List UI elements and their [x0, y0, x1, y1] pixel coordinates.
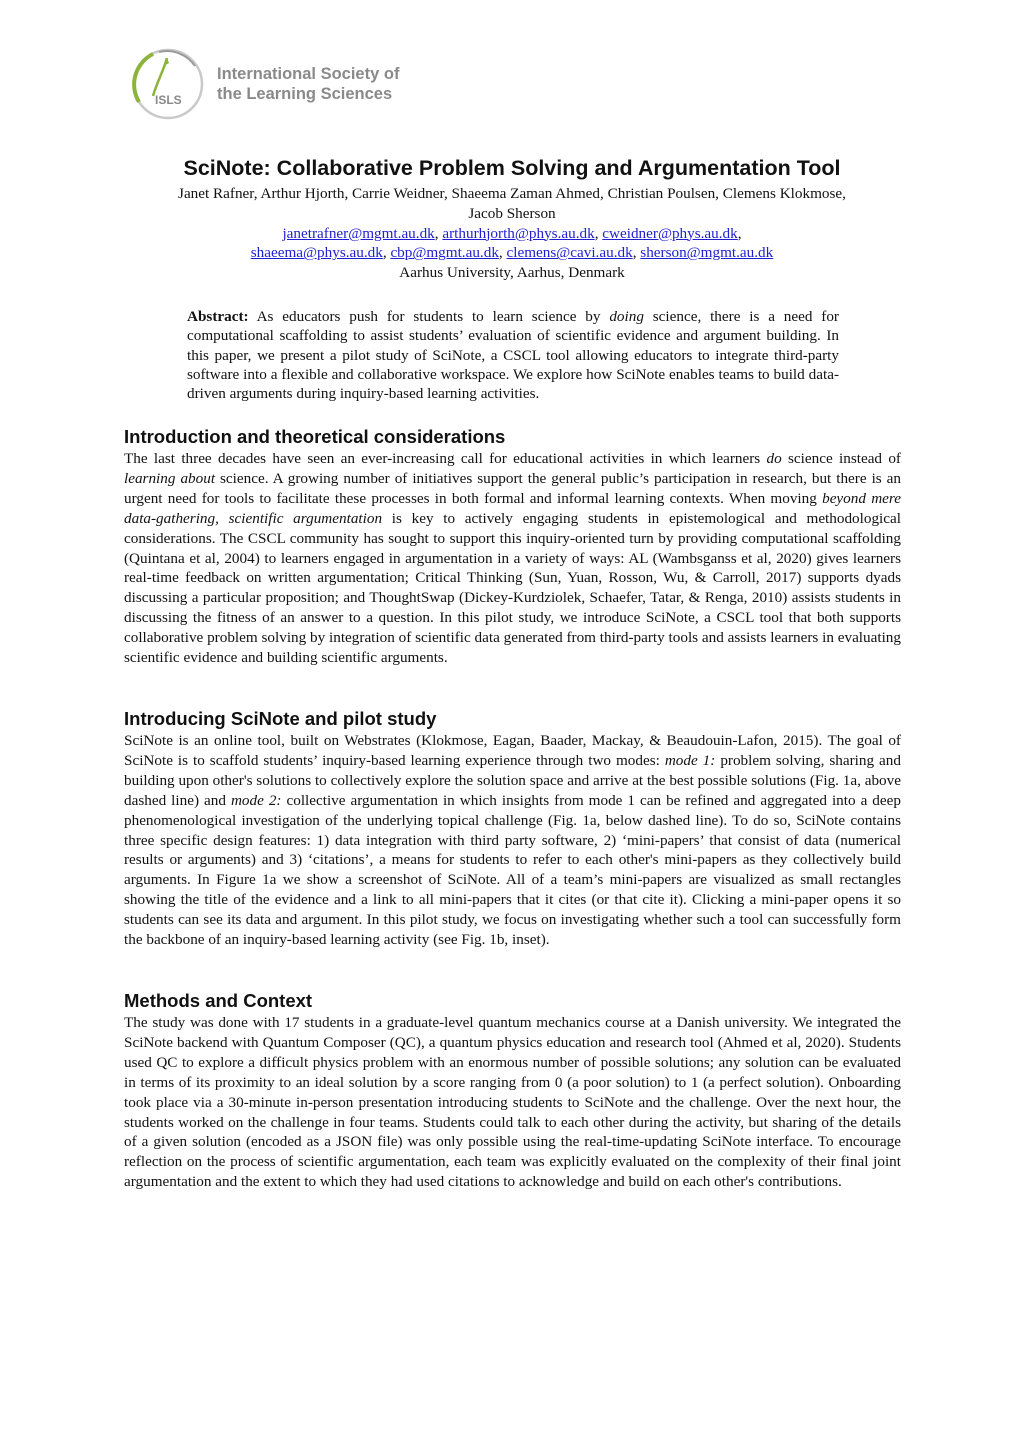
authors-line-1: Janet Rafner, Arthur Hjorth, Carrie Weidner, Shaeema Zaman Ahmed, Christian Poulsen, Clemens Klokmose, — [178, 185, 846, 202]
authors-line-2: Jacob Sherson — [468, 204, 556, 222]
section-heading-introduction: Introduction and theoretical considerations — [124, 426, 506, 447]
emails-line-1: janetrafner@mgmt.au.dk, arthurhjorth@phys.au.dk, cweidner@phys.au.dk, — [282, 224, 742, 242]
email-link[interactable]: arthurhjorth@phys.au.dk — [442, 224, 595, 242]
byline — [100, 184, 924, 283]
abstract-label: Abstract: — [187, 308, 249, 325]
email-link[interactable]: janetrafner@mgmt.au.dk — [282, 224, 435, 242]
society-line-2: the Learning Sciences — [217, 85, 393, 103]
society-line-1: International Society of — [217, 65, 400, 83]
introduction-paragraph: The last three decades have seen an ever-increasing call for educational activities in which learners do science instead of learning about science. A growing number of initiatives support the general public’s participation in research, but there is an urgent need for tools to facilitate these processes in both formal and informal learning contexts. When moving beyond mere data-gathering, scientific argumentation is key to actively engaging students in epistemological and methodological considerations. The CSCL community has sought to support this inquiry-oriented turn by providing computational scaffolding (Quintana et al, 2004) to learners engaged in argumentation in a variety of ways: AL (Wambsganss et al, 2020) gives learners real-time feedback on written argumentation; Critical Thinking (Sun, Yuan, Rosson, Wu, & Carroll, 2017) supports dyads discussing a particular proposition; and ThoughtSwap (Dickey-Kurdziolek, Schaefer, Tatar, & Renga, 2010) assists students in discussing the fitness of an answer to a question. In this pilot study, we introduce SciNote, a CSCL tool that both supports collaborative problem solving by integration of scientific data generated from third-party tools and assists learners in evaluating scientific evidence and building scientific arguments. — [124, 450, 902, 667]
paper-title: SciNote: Collaborative Problem Solving and Argumentation Tool — [183, 156, 841, 180]
society-name — [217, 64, 399, 104]
affiliation: Aarhus University, Aarhus, Denmark — [399, 264, 625, 282]
methods-paragraph: The study was done with 17 students in a graduate-level quantum mechanics course at a Danish university. We integrated the SciNote backend with Quantum Composer (QC), a quantum physics education and research tool (Ahmed et al, 2020). Students used QC to explore a difficult physics problem with an enormous number of possible solutions; any solution can be evaluated in terms of its proximity to an ideal solution by a score ranging from 0 (a poor solution) to 1 (a perfect solution). Onboarding took place via a 30-minute in-person presentation introducing students to SciNote and the challenge. Over the next hour, the students worked on the challenge in four teams. Students could talk to each other during the activity, but sharing of the details of a given solution (encoded as a JSON file) was only possible using the real-time-updating SciNote interface. To encourage reflection on the process of scientific argumentation, each team was explicitly evaluated on the complexity of their final joint argumentation and the extent to which they had used citations to acknowledge and build on each other's contributions. — [124, 1014, 901, 1191]
section-heading-pilot-study: Introducing SciNote and pilot study — [124, 708, 437, 729]
section-heading-methods: Methods and Context — [124, 990, 313, 1011]
email-link[interactable]: cbp@mgmt.au.dk — [390, 244, 499, 262]
emails-line-2: shaeema@phys.au.dk, cbp@mgmt.au.dk, clemens@cavi.au.dk, sherson@mgmt.au.dk — [250, 244, 774, 262]
abstract: Abstract: As educators push for students to learn science by doing science, there is a need for computational scaffolding to assist students’ evaluation of scientific evidence and argument building. In this paper, we present a pilot study of SciNote, a CSCL tool allowing educators to integrate third-party software into a flexible and collaborative workspace. We explore how SciNote enables teams to build data-driven arguments during inquiry-based learning activities. — [187, 308, 839, 403]
pilot-study-paragraph: SciNote is an online tool, built on Webstrates (Klokmose, Eagan, Baader, Mackay, & Beaudouin-Lafon, 2015). The goal of SciNote is to scaffold students’ inquiry-based learning experience through two modes: mode 1: problem solving, sharing and building upon other's solutions to collectively explore the solution space and arrive at the best possible solutions (Fig. 1a, above dashed line) and mode 2: collective argumentation in which insights from mode 1 can be refined and aggregated into a deep phenomenological investigation of the underlying topical challenge (Fig. 1a, below dashed line). To do so, SciNote contains three specific design features: 1) data integration with third party software, 2) ‘mini-papers’ that consist of data (numerical results or arguments) and 3) ‘citations’, a means for students to refer to each other's mini-papers as they collectively build arguments. In Figure 1a we show a screenshot of SciNote. All of a team’s mini-papers are visualized as small rectangles showing the title of the evidence and a link to all mini-papers that it cites (or that cite it). Clicking a mini-paper opens it so students can see its data and argument. In this pilot study, we focus on investigating whether such a tool can successfully form the backbone of an inquiry-based learning activity (see Fig. 1b, inset). — [124, 732, 901, 949]
email-link[interactable]: clemens@cavi.au.dk — [506, 244, 633, 262]
email-link[interactable]: shaeema@phys.au.dk — [250, 244, 383, 262]
logo-badge: ISLS — [155, 93, 182, 107]
email-link[interactable]: sherson@mgmt.au.dk — [640, 244, 774, 262]
email-link[interactable]: cweidner@phys.au.dk — [602, 224, 738, 242]
